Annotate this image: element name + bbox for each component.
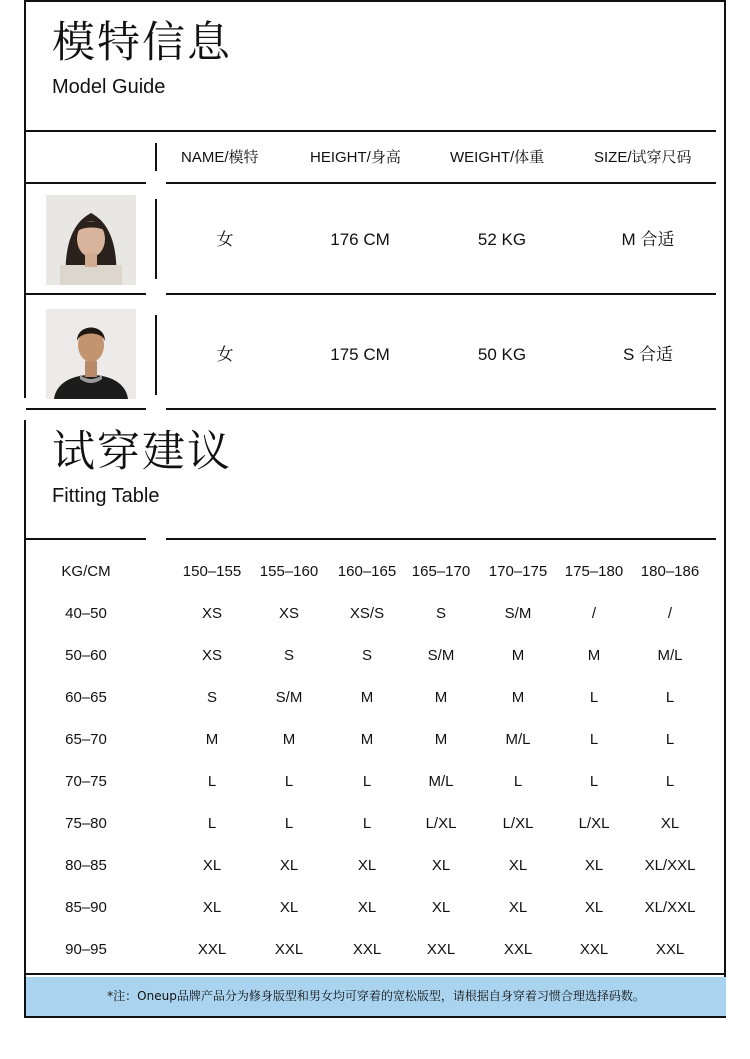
- frame-left-line-top: [24, 0, 26, 398]
- fitting-cell: XXL: [579, 941, 609, 958]
- fitting-row-label: 85–90: [65, 899, 107, 916]
- fitting-cell: XL: [357, 857, 377, 874]
- frame-left-line-bottom: [24, 420, 26, 1018]
- header-divider-left: [26, 182, 146, 184]
- fitting-corner-label: KG/CM: [61, 563, 111, 580]
- fitting-cell: XL: [584, 857, 604, 874]
- fitting-cell: XL: [508, 857, 528, 874]
- fitting-cell: XXL: [352, 941, 382, 958]
- fitting-cell: L/XL: [578, 815, 610, 832]
- fitting-cell: M: [511, 647, 525, 664]
- fitting-cell: L: [362, 773, 372, 790]
- fitting-cell: XXL: [197, 941, 227, 958]
- fitting-table-title-cn: 试穿建议: [52, 427, 232, 477]
- fitting-cell: XS/S: [349, 605, 385, 622]
- model1-size: M 合适: [621, 230, 675, 249]
- fitting-cell: XL: [202, 857, 222, 874]
- note-banner: *注：Oneup品牌产品分为修身版型和男女均可穿着的宽松版型，请根据自身穿着习惯合理选择码数。: [26, 977, 726, 1016]
- model1-weight: 52 KG: [477, 230, 527, 249]
- fitting-cell: M: [587, 647, 601, 664]
- fitting-row-label: 60–65: [65, 689, 107, 706]
- fitting-column-header: 170–175: [488, 563, 548, 580]
- fitting-cell: XXL: [274, 941, 304, 958]
- fitting-cell: XS: [201, 605, 223, 622]
- fitting-row-label: 75–80: [65, 815, 107, 832]
- fitting-divider-right: [166, 538, 716, 540]
- header-size: SIZE/试穿尺码: [594, 149, 692, 166]
- model2-weight: 50 KG: [477, 345, 527, 364]
- fitting-cell: /: [591, 605, 597, 622]
- fitting-cell: M: [360, 689, 374, 706]
- fitting-cell: M: [282, 731, 296, 748]
- fitting-cell: L: [589, 731, 599, 748]
- model-guide-title-cn: 模特信息: [52, 18, 232, 68]
- model2-name: 女: [216, 345, 234, 364]
- fitting-column-header: 165–170: [411, 563, 471, 580]
- frame-top-line: [26, 0, 726, 2]
- fitting-cell: L: [362, 815, 372, 832]
- fitting-cell: L: [284, 815, 294, 832]
- fitting-row-label: 90–95: [65, 941, 107, 958]
- fitting-cell: L: [589, 773, 599, 790]
- fitting-cell: L: [284, 773, 294, 790]
- fitting-cell: XL: [279, 899, 299, 916]
- model-photo-2: [46, 309, 136, 399]
- fitting-cell: /: [667, 605, 673, 622]
- row1-separator: [155, 199, 157, 279]
- model-photo-1: [46, 195, 136, 285]
- fitting-row-label: 50–60: [65, 647, 107, 664]
- fitting-bottom-line: [26, 973, 726, 975]
- fitting-cell: L: [207, 815, 217, 832]
- fitting-cell: XL: [508, 899, 528, 916]
- fitting-column-header: 155–160: [259, 563, 319, 580]
- fitting-cell: XL: [584, 899, 604, 916]
- header-weight: WEIGHT/体重: [450, 149, 545, 166]
- fitting-cell: S/M: [504, 605, 532, 622]
- fitting-cell: M/L: [428, 773, 454, 790]
- fitting-column-header: 180–186: [640, 563, 700, 580]
- fitting-row-label: 80–85: [65, 857, 107, 874]
- fitting-cell: XS: [278, 605, 300, 622]
- fitting-cell: S/M: [427, 647, 455, 664]
- fitting-cell: S/M: [275, 689, 303, 706]
- fitting-cell: S: [283, 647, 295, 664]
- fitting-cell: L: [207, 773, 217, 790]
- fitting-cell: S: [361, 647, 373, 664]
- header-divider-right: [166, 182, 716, 184]
- model2-size: S 合适: [622, 345, 674, 364]
- fitting-cell: XS: [201, 647, 223, 664]
- model2-height: 175 CM: [330, 345, 390, 364]
- frame-bottom-line: [26, 1016, 726, 1018]
- row2-separator: [155, 315, 157, 395]
- row1-divider-left: [26, 293, 146, 295]
- fitting-row-label: 70–75: [65, 773, 107, 790]
- fitting-cell: XL: [431, 857, 451, 874]
- fitting-cell: M/L: [505, 731, 531, 748]
- model1-height: 176 CM: [330, 230, 390, 249]
- fitting-cell: L/XL: [502, 815, 534, 832]
- fitting-cell: XL: [279, 857, 299, 874]
- fitting-column-header: 150–155: [182, 563, 242, 580]
- fitting-row-label: 65–70: [65, 731, 107, 748]
- fitting-column-header: 160–165: [337, 563, 397, 580]
- fitting-cell: XXL: [655, 941, 685, 958]
- fitting-cell: XL: [202, 899, 222, 916]
- fitting-cell: L: [589, 689, 599, 706]
- fitting-cell: S: [435, 605, 447, 622]
- header-name: NAME/模特: [181, 149, 259, 166]
- model1-name: 女: [216, 230, 234, 249]
- fitting-cell: L: [665, 689, 675, 706]
- fitting-cell: XXL: [503, 941, 533, 958]
- fitting-divider-left: [26, 538, 146, 540]
- fitting-cell: XL/XXL: [644, 899, 696, 916]
- fitting-cell: XXL: [426, 941, 456, 958]
- model-guide-divider-top: [26, 130, 716, 132]
- model-guide-title-en: Model Guide: [52, 76, 166, 98]
- row2-divider-right: [166, 408, 716, 410]
- fitting-cell: L: [513, 773, 523, 790]
- fitting-cell: XL: [357, 899, 377, 916]
- fitting-cell: L: [665, 773, 675, 790]
- fitting-cell: XL: [431, 899, 451, 916]
- fitting-cell: S: [206, 689, 218, 706]
- row1-divider-right: [166, 293, 716, 295]
- row2-divider-left: [26, 408, 146, 410]
- frame-right-line: [724, 0, 726, 1018]
- fitting-cell: M: [205, 731, 219, 748]
- fitting-cell: M: [360, 731, 374, 748]
- header-separator: [155, 143, 157, 171]
- fitting-cell: XL/XXL: [644, 857, 696, 874]
- fitting-cell: M: [434, 731, 448, 748]
- fitting-cell: M/L: [657, 647, 683, 664]
- fitting-cell: M: [434, 689, 448, 706]
- header-height: HEIGHT/身高: [310, 149, 401, 166]
- fitting-column-header: 175–180: [564, 563, 624, 580]
- fitting-cell: L/XL: [425, 815, 457, 832]
- fitting-cell: L: [665, 731, 675, 748]
- fitting-row-label: 40–50: [65, 605, 107, 622]
- fitting-table-title-en: Fitting Table: [52, 485, 160, 507]
- fitting-cell: XL: [660, 815, 680, 832]
- fitting-cell: M: [511, 689, 525, 706]
